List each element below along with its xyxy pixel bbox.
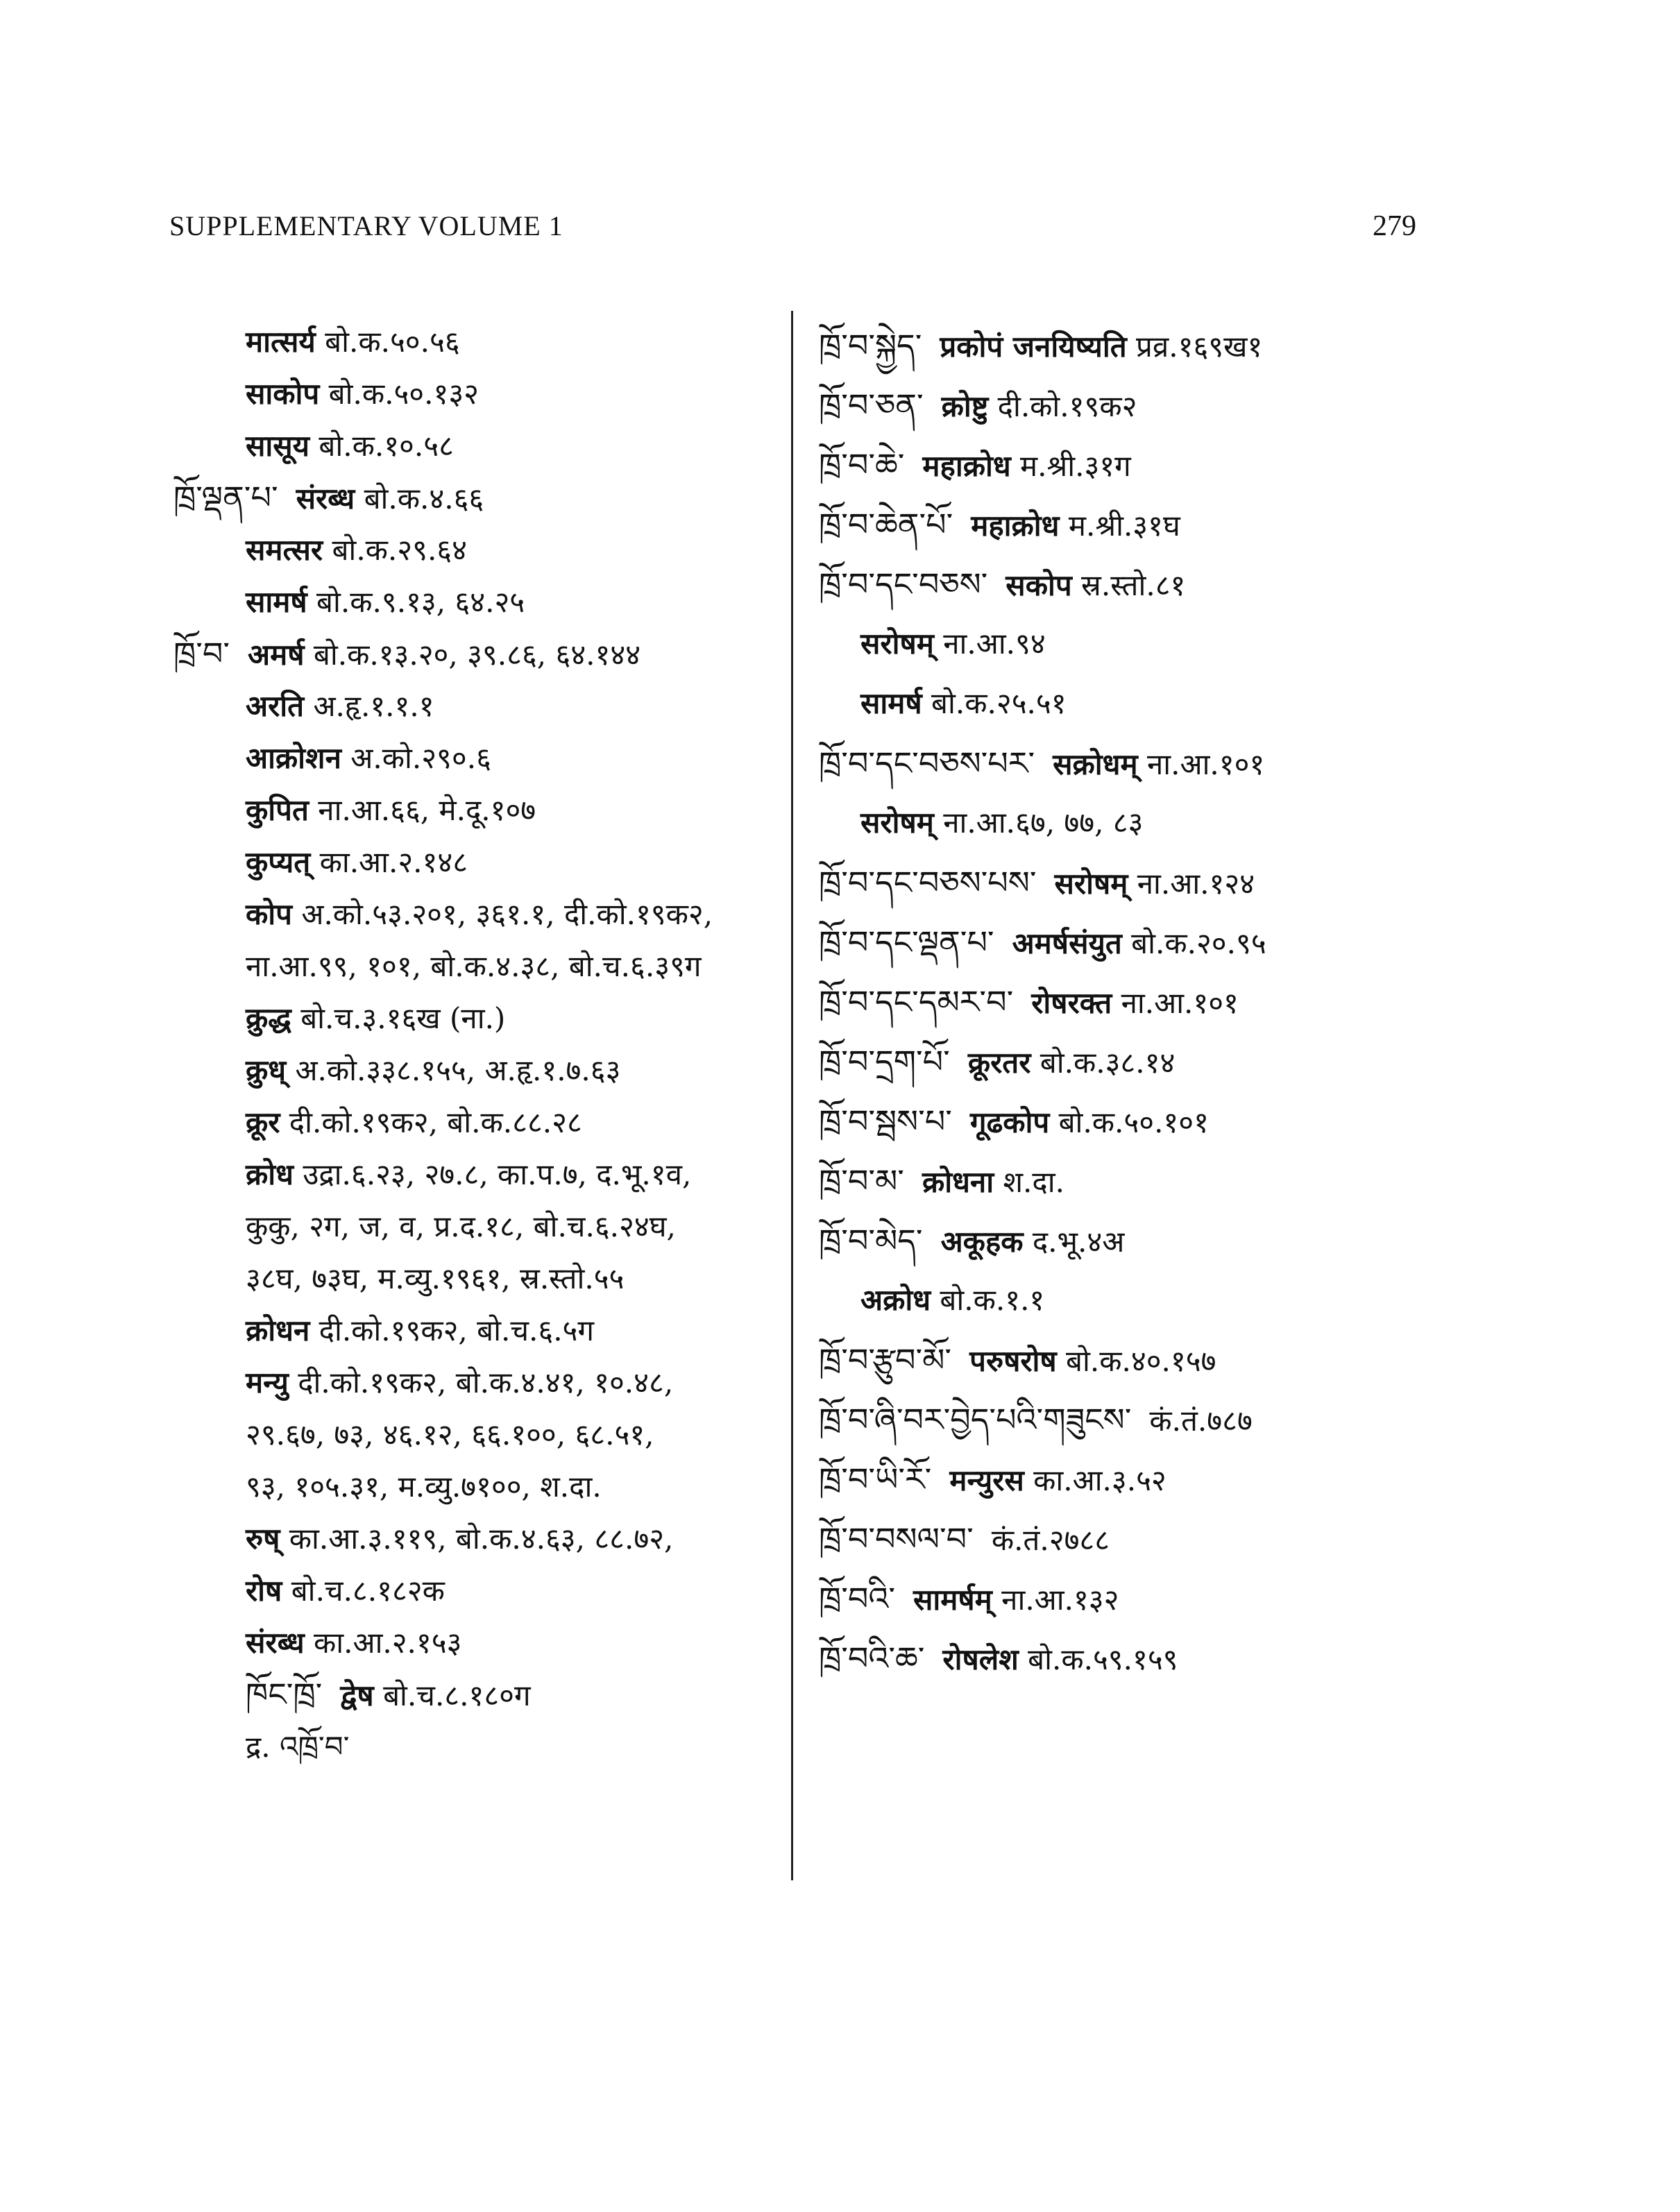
tibetan-term: ཁྲོ་བ་དྲག་པོ་ [819, 1043, 950, 1080]
source-reference: बो.क.२५.५१ [931, 686, 1067, 720]
source-reference: बो.च.३.१६ख (ना.) [300, 1001, 506, 1035]
source-reference: बो.च.८.१८२क [291, 1574, 445, 1608]
sanskrit-headword: क्रोधना [922, 1165, 994, 1199]
tibetan-term: ཁྲོ་བ་ཡི་རོ་ [819, 1461, 932, 1498]
source-reference: बो.क.१०.५८ [319, 429, 454, 463]
tibetan-term: ཁྲོ་བ་ཆེ་ [819, 446, 905, 484]
source-reference: बो.क.५०.५६ [325, 325, 460, 359]
source-reference: बो.क.५०.१०१ [1058, 1105, 1209, 1139]
source-reference: बो.क.५९.१५९ [1028, 1642, 1178, 1676]
sanskrit-headword: रुष् [246, 1522, 280, 1556]
dictionary-entry-line [819, 972, 1416, 1032]
dictionary-entry-line [173, 836, 784, 888]
dictionary-entry-line [173, 628, 784, 680]
dictionary-entry-line [173, 420, 784, 472]
dictionary-entry-line [173, 1304, 784, 1356]
sanskrit-headword: रोष [246, 1574, 282, 1608]
tibetan-term: ཁྲོ་བ་རྩུབ་མོ་ [819, 1341, 952, 1379]
dictionary-entry-line [173, 1096, 784, 1148]
source-reference: अ.हृ.१.१.१ [313, 689, 434, 723]
source-reference: ना.आ.१३२ [1001, 1583, 1119, 1617]
sanskrit-headword: सामर्ष [860, 686, 922, 720]
sanskrit-headword: सक्रोधम् [1053, 747, 1138, 781]
dictionary-entry-line [173, 1617, 784, 1669]
source-reference: म.श्री.३१ग [1020, 449, 1131, 483]
sanskrit-headword: सामर्षम् [913, 1583, 992, 1617]
source-reference: कुकु, २ग, ज, व, प्र.द.१८, बो.च.६.२४घ, [246, 1209, 676, 1243]
tibetan-term: ཁྲོ་བ་དང་ལྡན་པ་ [819, 924, 994, 961]
source-reference: दी.को.१९क२ [997, 389, 1137, 423]
source-reference: द.भू.४अ [1032, 1225, 1125, 1259]
dictionary-entry-line [819, 1569, 1416, 1628]
sanskrit-headword: संरब्ध [246, 1626, 305, 1660]
source-reference: बो.क.९.१३, ६४.२५ [316, 585, 525, 619]
dictionary-entry-line [819, 1151, 1416, 1211]
dictionary-entry-line [173, 472, 784, 524]
tibetan-term: ཁོང་ཁྲོ་ [246, 1676, 323, 1713]
dictionary-entry-line [173, 1356, 784, 1409]
tibetan-term: ཁྲོ་བ་ [173, 635, 230, 672]
sanskrit-headword: अकूहक [940, 1225, 1024, 1259]
dictionary-entry-line [819, 1509, 1416, 1569]
dictionary-entry-line [173, 1669, 784, 1721]
source-reference: ना.आ.९९, १०१, बो.क.४.३८, बो.च.६.३९ग [246, 949, 702, 983]
dictionary-entry-line [173, 940, 784, 992]
sanskrit-headword: अक्रोध [860, 1283, 931, 1317]
dictionary-entry-line [173, 1252, 784, 1304]
dictionary-entry-line [819, 375, 1416, 435]
tibetan-term: ཁྲོ་བ་དང་དམར་བ་ [819, 983, 1014, 1021]
source-reference: उद्रा.६.२३, २७.८, का.प.७, द.भू.१व, [303, 1157, 692, 1191]
sanskrit-headword: क्रूर [246, 1105, 280, 1139]
source-reference: अ.को.३३८.१५५, अ.हृ.१.७.६३ [295, 1053, 621, 1087]
source-reference: स्र.स्तो.८१ [1081, 568, 1186, 602]
tibetan-term: ཁྲོ་བ་སྐྱེད་ [819, 327, 922, 364]
tibetan-term: ཁྲོ་བ་དང་བཅས་ [819, 565, 988, 603]
dictionary-entry-line [819, 793, 1416, 853]
dictionary-entry-line [173, 732, 784, 784]
sanskrit-headword: कोप [246, 897, 292, 931]
source-reference: बो.क.२०.९५ [1131, 926, 1266, 960]
source-reference: ना.आ.६७, ७७, ८३ [943, 806, 1144, 840]
dictionary-entry-line [173, 680, 784, 732]
source-reference: ९३, १०५.३१, म.व्यु.७१००, श.दा. [246, 1470, 602, 1504]
sanskrit-headword: महाक्रोध [971, 509, 1060, 543]
dictionary-entry-line [173, 784, 784, 836]
dictionary-entry-line [173, 1044, 784, 1096]
source-reference: बो.क.१३.२०, ३९.८६, ६४.१४४ [313, 638, 641, 672]
source-reference: बो.क.४.६६ [364, 482, 484, 516]
dictionary-entry-line [173, 992, 784, 1044]
dictionary-entry-line [819, 733, 1416, 793]
sanskrit-headword: संरब्ध [296, 482, 355, 516]
dictionary-entry-line [819, 435, 1416, 495]
running-title: SUPPLEMENTARY VOLUME 1 [169, 210, 563, 241]
sanskrit-headword: क्रोध [246, 1157, 294, 1191]
source-reference: बो.क.३८.१४ [1040, 1046, 1176, 1080]
dictionary-entry-line [173, 888, 784, 940]
dictionary-entry-line [819, 674, 1416, 733]
dictionary-entry-line [819, 1390, 1416, 1449]
sanskrit-headword: महाक्रोध [922, 449, 1011, 483]
source-reference: ना.आ.९४ [943, 627, 1046, 661]
sanskrit-headword: सासूय [246, 429, 310, 463]
dictionary-entry-line [173, 368, 784, 420]
source-reference: अ.को.५३.२०१, ३६१.१, दी.को.१९क२, [301, 897, 713, 931]
source-reference: अ.को.२९०.६ [350, 741, 491, 775]
left-column [173, 316, 784, 1773]
dictionary-entry-line [173, 1461, 784, 1513]
dictionary-entry-line [819, 1091, 1416, 1151]
dictionary-entry-line [819, 554, 1416, 614]
sanskrit-headword: सरोषम् [860, 806, 934, 840]
tibetan-term: ཁྲོ་བ་ཅན་ [819, 386, 924, 424]
sanskrit-headword: रोषलेश [942, 1642, 1019, 1676]
source-reference: का.आ.३.५२ [1033, 1463, 1166, 1497]
tibetan-term: ཁྲོ་བ་སྦས་པ་ [819, 1103, 952, 1140]
tibetan-term: ཁྲོ་བ་དང་བཅས་པར་ [819, 745, 1035, 782]
dictionary-entry-line [173, 576, 784, 628]
dictionary-entry-line [173, 1565, 784, 1617]
source-reference: प्रव्र.१६९ख१ [1136, 330, 1263, 364]
source-reference: का.आ.३.११९, बो.क.४.६३, ८८.७२, [289, 1522, 674, 1556]
dictionary-entry-line [819, 1032, 1416, 1091]
source-reference: ना.आ.१०१ [1146, 747, 1265, 781]
sanskrit-headword: साकोप [246, 377, 320, 411]
tibetan-term: ཁྲོ་བ་མ་ [819, 1162, 904, 1200]
dictionary-entry-line [819, 1211, 1416, 1270]
dictionary-entry-line [819, 853, 1416, 912]
dictionary-entry-line [819, 614, 1416, 674]
sanskrit-headword: कुप्यत् [246, 845, 311, 879]
source-reference: ना.आ.६६, मे.दू.१०७ [318, 793, 536, 827]
source-reference: कं.तं.२७८८ [991, 1523, 1110, 1557]
source-reference: दी.को.१९क२, बो.क.४.४१, १०.४८, [298, 1366, 674, 1399]
source-reference: कं.तं.७८७ [1149, 1404, 1253, 1438]
sanskrit-headword: सरोषम् [1054, 867, 1128, 901]
dictionary-entry-line [173, 1409, 784, 1461]
sanskrit-headword: अमर्षसंयुत [1012, 926, 1122, 960]
sanskrit-headword: अमर्ष [248, 638, 305, 672]
tibetan-term: ཁྲོ་བ་མེད་ [819, 1222, 923, 1259]
dictionary-entry-line [819, 1449, 1416, 1509]
tibetan-term: ཁྲོ་ལྡན་པ་ [173, 479, 278, 516]
sanskrit-headword: आक्रोशन [246, 741, 341, 775]
dictionary-entry-line [173, 1200, 784, 1252]
dictionary-entry-line [819, 1330, 1416, 1390]
sanskrit-headword: परुषरोष [969, 1344, 1057, 1378]
dictionary-entry-line [819, 1628, 1416, 1688]
dictionary-entry-line [173, 524, 784, 576]
sanskrit-headword: कुपित [246, 793, 309, 827]
source-reference: दी.को.१९क२, बो.च.६.५ग [319, 1313, 595, 1347]
dictionary-entry-line [173, 1148, 784, 1200]
tibetan-term: ཁྲོ་བའི་ [819, 1580, 895, 1617]
sanskrit-headword: मात्सर्य [246, 325, 316, 359]
dictionary-entry-line [819, 912, 1416, 972]
source-reference: दी.को.१९क२, बो.क.८८.२८ [289, 1105, 582, 1139]
right-column [819, 316, 1416, 1688]
dictionary-entry-line [819, 495, 1416, 554]
sanskrit-headword: सरोषम् [860, 627, 934, 661]
source-reference: बो.क.२९.६४ [332, 533, 467, 567]
sanskrit-headword: क्रुध् [246, 1053, 287, 1087]
source-reference: का.आ.२.१५३ [313, 1626, 462, 1660]
sanskrit-headword: क्रुद्ध [246, 1001, 291, 1035]
dictionary-entry-line [819, 1270, 1416, 1330]
sanskrit-headword: क्रूरतर [967, 1046, 1031, 1080]
tibetan-term: ཁྲོ་བ་ཆེན་པོ་ [819, 506, 953, 543]
sanskrit-headword: द्वेष [340, 1678, 374, 1712]
source-reference: बो.क.५०.१३२ [328, 377, 479, 411]
source-reference: बो.च.८.१८०ग [383, 1678, 531, 1712]
source-reference: का.आ.२.१४८ [319, 845, 468, 879]
tibetan-term: ཁྲོ་བ་བསལ་བ་ [819, 1520, 974, 1558]
dictionary-entry-line [173, 1721, 784, 1773]
sanskrit-headword: मन्युरस [949, 1463, 1024, 1497]
source-reference: बो.क.४०.१५७ [1066, 1344, 1216, 1378]
sanskrit-headword: समत्सर [246, 533, 323, 567]
source-reference: ना.आ.१२४ [1137, 867, 1255, 901]
sanskrit-headword: रोषरक्त [1031, 986, 1112, 1020]
source-reference: ना.आ.१०१ [1121, 986, 1239, 1020]
source-reference: ३८घ, ७३घ, म.व्यु.१९६१, स्र.स्तो.५५ [246, 1261, 625, 1295]
tibetan-term: ཁྲོ་བ་ཞི་བར་བྱེད་པའི་གཟུངས་ [819, 1401, 1132, 1438]
sanskrit-headword: क्रोधन [246, 1313, 310, 1347]
column-divider [791, 311, 793, 1880]
source-reference: श.दा. [1003, 1165, 1064, 1199]
source-reference: द्र. འཁྲོ་བ་ [246, 1730, 350, 1764]
dictionary-entry-line [173, 1513, 784, 1565]
sanskrit-headword: प्रकोपं जनयिष्यति [940, 330, 1127, 364]
source-reference: म.श्री.३१घ [1068, 509, 1180, 543]
source-reference: बो.क.१.१ [940, 1283, 1045, 1317]
dictionary-entry-line [173, 316, 784, 368]
sanskrit-headword: अरति [246, 689, 305, 723]
page-number: 279 [1373, 210, 1416, 242]
sanskrit-headword: सकोप [1006, 568, 1072, 602]
dictionary-entry-line [819, 316, 1416, 375]
sanskrit-headword: क्रोष्टु [941, 389, 989, 423]
tibetan-term: ཁྲོ་བའི་ཆ་ [819, 1640, 925, 1677]
sanskrit-headword: गूढकोप [969, 1105, 1050, 1139]
sanskrit-headword: सामर्ष [246, 585, 307, 619]
tibetan-term: ཁྲོ་བ་དང་བཅས་པས་ [819, 864, 1037, 901]
source-reference: २९.६७, ७३, ४६.१२, ६६.१००, ६८.५१, [246, 1418, 654, 1452]
sanskrit-headword: मन्यु [246, 1366, 289, 1399]
